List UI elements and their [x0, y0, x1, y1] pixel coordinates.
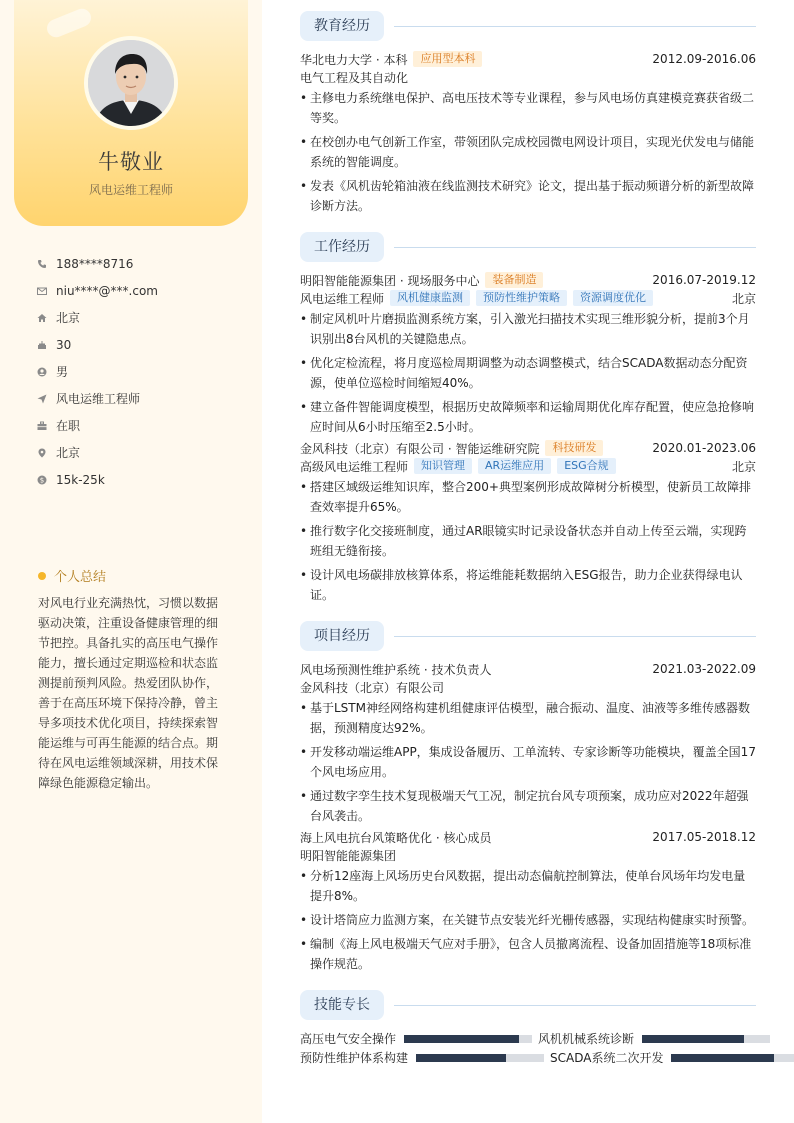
summary-text: 对风电行业充满热忱，习惯以数据驱动决策，注重设备健康管理的细节把控。具备扎实的高压电气操作能力，擅长通过定期巡检和状态监测提前预判风险。热爱团队协作，善于在高压环境下保持冷静，曾主导多项技术优化项目，持续探索智能运维与可再生能源的结合点。期待在风电运维领域深耕，用技术保障绿色能源稳定输出。 — [38, 596, 219, 790]
skills-heading: 技能专长 — [300, 990, 384, 1020]
section-divider — [394, 1005, 756, 1006]
section-divider — [394, 247, 756, 248]
skill-bar — [404, 1035, 532, 1043]
skill-item — [300, 1049, 544, 1066]
skills-list — [300, 1029, 794, 1067]
home-icon — [36, 312, 48, 324]
email-value: niu****@***.com — [56, 283, 158, 298]
target-role-value: 风电运维工程师 — [56, 392, 141, 406]
candidate-title: 风电运维工程师 — [88, 183, 173, 197]
project-period: 2021.03-2022.09 — [652, 662, 756, 676]
project-name: 风电场预测性维护系统 · 技术负责人 — [300, 662, 492, 677]
job-role: 高级风电运维工程师 — [300, 459, 409, 474]
gender-value: 男 — [56, 365, 69, 379]
summary-dot — [38, 572, 46, 580]
phone-value: 188****8716 — [56, 256, 134, 271]
status-value: 在职 — [56, 419, 81, 433]
skill-name: 风机机械系统诊断 — [538, 1032, 635, 1046]
job-period: 2016.07-2019.12 — [652, 273, 756, 287]
skill-tag: 资源调度优化 — [573, 290, 653, 306]
job-period: 2020.01-2023.06 — [652, 441, 756, 455]
skill-bar-fill — [404, 1035, 519, 1043]
work-section-header — [300, 232, 756, 262]
salary-value: 15k-25k — [56, 472, 105, 487]
contact-location — [36, 439, 158, 466]
work-entry-1 — [300, 271, 756, 437]
contact-phone — [36, 250, 158, 277]
project-bullets — [300, 866, 756, 974]
projects-heading: 项目经历 — [300, 621, 384, 651]
skill-tag: 知识管理 — [414, 458, 472, 474]
salary-icon — [36, 474, 48, 486]
education-major: 电气工程及其自动化 — [300, 70, 409, 85]
skill-name: 高压电气安全操作 — [300, 1032, 397, 1046]
contact-list — [36, 250, 158, 493]
contact-home — [36, 304, 158, 331]
company-line: 明阳智能能源集团 · 现场服务中心 — [300, 273, 480, 288]
list-item: • 主修电力系统继电保护、高电压技术等专业课程，参与风电场仿真建模竞赛获省级二等奖。 — [300, 88, 756, 128]
avatar — [84, 36, 178, 130]
education-bullets — [300, 88, 756, 216]
work-heading: 工作经历 — [300, 232, 384, 262]
job-location: 北京 — [731, 459, 756, 474]
send-icon — [36, 393, 48, 405]
skill-tag: 风机健康监测 — [390, 290, 470, 306]
project-entry-2 — [300, 828, 756, 974]
skill-tag: AR运维应用 — [478, 458, 551, 474]
skill-item — [550, 1049, 794, 1066]
project-name: 海上风电抗台风策略优化 · 核心成员 — [300, 830, 492, 845]
gender-icon — [36, 366, 48, 378]
cake-icon — [36, 339, 48, 351]
decorative-pill — [44, 6, 93, 40]
section-divider — [394, 636, 756, 637]
projects-section-header — [300, 621, 756, 651]
job-location: 北京 — [731, 291, 756, 306]
list-item: • 设计塔筒应力监测方案，在关键节点安装光纤光栅传感器，实现结构健康实时预警。 — [300, 910, 756, 930]
contact-salary — [36, 466, 158, 493]
job-bullets — [300, 477, 756, 605]
skill-bar — [642, 1035, 770, 1043]
school-line: 华北电力大学 · 本科 — [300, 52, 408, 67]
contact-status — [36, 412, 158, 439]
skill-name: 预防性维护体系构建 — [300, 1051, 409, 1065]
contact-age — [36, 331, 158, 358]
industry-tag: 装备制造 — [485, 272, 543, 288]
skill-bar-fill — [642, 1035, 744, 1043]
job-role: 风电运维工程师 — [300, 291, 385, 306]
education-entry — [300, 50, 756, 216]
list-item: • 基于LSTM神经网络构建机组健康评估模型，融合振动、温度、油液等多维传感器数据，预测精度达92%。 — [300, 698, 756, 738]
project-org: 明阳智能能源集团 — [300, 848, 397, 863]
mail-icon — [36, 285, 48, 297]
summary-heading-text: 个人总结 — [54, 570, 107, 585]
list-item: • 优化定检流程，将月度巡检周期调整为动态调整模式，结合SCADA数据动态分配资源，使单位巡检时间缩短40%。 — [300, 353, 756, 393]
svg-text:$: $ — [39, 476, 45, 484]
skill-item — [538, 1030, 770, 1047]
school-type-tag: 应用型本科 — [413, 51, 482, 67]
age-value: 30 — [56, 337, 72, 352]
list-item: • 推行数字化交接班制度，通过AR眼镜实时记录设备状态并自动上传至云端，实现跨班组无缝衔接。 — [300, 521, 756, 561]
education-section-header — [300, 11, 756, 41]
list-item: • 通过数字孪生技术复现极端天气工况，制定抗台风专项预案，成功应对2022年超强台风袭击。 — [300, 786, 756, 826]
phone-icon — [36, 258, 48, 270]
list-item: • 发表《风机齿轮箱油液在线监测技术研究》论文，提出基于振动频谱分析的新型故障诊断方法。 — [300, 176, 756, 216]
skill-bar-fill — [416, 1054, 506, 1062]
summary-heading — [38, 566, 106, 585]
skill-name: SCADA系统二次开发 — [550, 1051, 664, 1065]
list-item: • 设计风电场碳排放核算体系，将运维能耗数据纳入ESG报告，助力企业获得绿电认证。 — [300, 565, 756, 605]
list-item: • 编制《海上风电极端天气应对手册》，包含人员撤离流程、设备加固措施等18项标准操作规范。 — [300, 934, 756, 974]
industry-tag: 科技研发 — [545, 440, 603, 456]
home-value: 北京 — [56, 311, 81, 325]
contact-gender — [36, 358, 158, 385]
list-item: • 开发移动端运维APP，集成设备履历、工单流转、专家诊断等功能模块，覆盖全国17个风电场应用。 — [300, 742, 756, 782]
education-period: 2012.09-2016.06 — [652, 52, 756, 66]
project-period: 2017.05-2018.12 — [652, 830, 756, 844]
skill-bar — [671, 1054, 794, 1062]
work-entry-2 — [300, 439, 756, 605]
list-item: • 建立备件智能调度模型，根据历史故障频率和运输周期优化库存配置，使应急抢修响应时间从6小时压缩至2.5小时。 — [300, 397, 756, 437]
project-entry-1 — [300, 660, 756, 826]
location-pin-icon — [36, 447, 48, 459]
contact-target-role — [36, 385, 158, 412]
project-org: 金风科技（北京）有限公司 — [300, 680, 445, 695]
skill-bar — [416, 1054, 544, 1062]
skill-item — [300, 1030, 532, 1047]
list-item: • 在校创办电气创新工作室，带领团队完成校园微电网设计项目，实现光伏发电与储能系统的智能调度。 — [300, 132, 756, 172]
candidate-name: 牛敬业 — [98, 150, 164, 174]
section-divider — [394, 26, 756, 27]
contact-email — [36, 277, 158, 304]
list-item: • 搭建区域级运维知识库，整合200+典型案例形成故障树分析模型，使新员工故障排查效率提升65%。 — [300, 477, 756, 517]
job-bullets — [300, 309, 756, 437]
skill-tag: 预防性维护策略 — [476, 290, 567, 306]
education-heading: 教育经历 — [300, 11, 384, 41]
list-item: • 分析12座海上风场历史台风数据，提出动态偏航控制算法，使单台风场年均发电量提升8%。 — [300, 866, 756, 906]
company-line: 金风科技（北京）有限公司 · 智能运维研究院 — [300, 441, 540, 456]
project-bullets — [300, 698, 756, 826]
skill-bar-fill — [671, 1054, 773, 1062]
skills-section-header — [300, 990, 756, 1020]
skill-tag: ESG合规 — [557, 458, 615, 474]
briefcase-icon — [36, 420, 48, 432]
list-item: • 制定风机叶片磨损监测系统方案，引入激光扫描技术实现三维形貌分析，提前3个月识别出8台风机的关键隐患点。 — [300, 309, 756, 349]
sidebar — [0, 0, 262, 1123]
location-value: 北京 — [56, 446, 81, 460]
